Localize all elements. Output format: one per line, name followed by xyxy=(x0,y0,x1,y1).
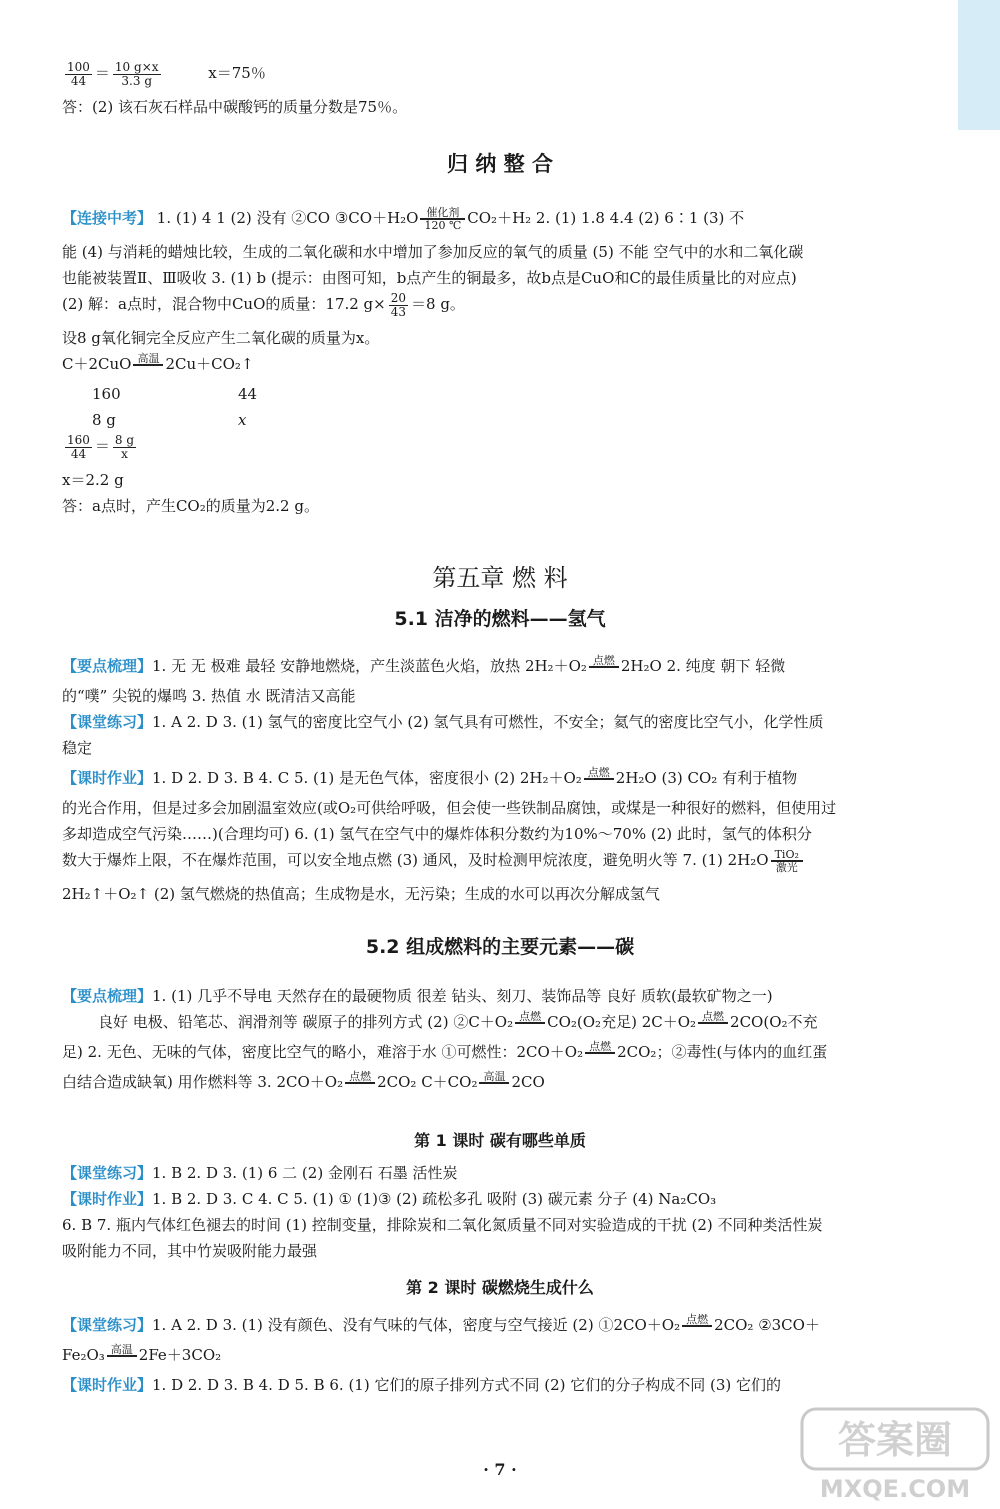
tag-label: 【课时作业】 xyxy=(62,1376,153,1394)
text-line: 【要点梳理】1. (1) 几乎不导电 天然存在的最硬物质 很差 钻头、刻刀、装饰品等 良好 质软(最软矿物之一) xyxy=(62,987,773,1005)
section-5-1-block xyxy=(62,653,962,907)
reaction-condition: 催化剂 120 ℃ xyxy=(420,207,465,231)
text-line: 【课堂练习】1. A 2. D 3. (1) 氢气的密度比空气小 (2) 氢气具有可燃性，不安全；氦气的密度比空气小，化学性质 xyxy=(62,713,824,731)
text-line: 也能被装置Ⅱ、Ⅲ吸收 3. (1) b (提示：由图可知，b点产生的铜最多，故b点是CuO和C的最佳质量比的对应点) xyxy=(62,269,797,287)
reaction-condition: 点燃 xyxy=(515,1011,545,1035)
reaction-condition: 点燃 xyxy=(682,1314,712,1338)
text-line: 设8 g氧化铜完全反应产生二氧化碳的质量为x。 xyxy=(62,329,380,347)
ratio-line: $\frac{100}{44}$ ＝ $\frac{10 g\times x}{3.3 g}$ x＝75％ xyxy=(67,59,266,88)
text-line: 的“噗” 尖锐的爆鸣 3. 热值 水 既清洁又高能 xyxy=(62,687,356,705)
text-line: x＝2.2 g xyxy=(62,471,124,489)
reaction-condition: 点燃 xyxy=(584,767,614,791)
text-line: 多却造成空气污染……)(合理均可) 6. (1) 氢气在空气中的爆炸体积分数约为10%～70% (2) 此时，氢气的体积分 xyxy=(62,825,812,843)
mass-row: 8 g x xyxy=(92,411,247,429)
section-title-5-2: 5.2 组成燃料的主要元素——碳 xyxy=(365,936,635,958)
tag-label: 【连接中考】 xyxy=(62,209,153,227)
reaction-condition: 高温 xyxy=(479,1071,509,1095)
fraction: $\frac{8 g}{x}$ xyxy=(114,432,135,461)
lesson-2-block xyxy=(62,1312,962,1398)
text-line: 【要点梳理】1. 无 无 极难 最轻 安静地燃烧，产生淡蓝色火焰，放热 2H₂＋O₂ 点燃 2H₂O 2. 纯度 朝下 轻微 xyxy=(62,653,962,683)
fraction: $\frac{160}{44}$ xyxy=(67,432,90,461)
mass-row: 160 44 xyxy=(92,385,258,403)
reaction-condition: 点燃 xyxy=(585,1041,615,1065)
tag-label: 【课堂练习】 xyxy=(62,1316,153,1334)
answer-line: 答：(2) 该石灰石样品中碳酸钙的质量分数是75％。 xyxy=(62,98,408,116)
text-line: 【课堂练习】1. A 2. D 3. (1) 没有颜色、没有气味的气体，密度与空气接近 (2) ①2CO＋O₂ 点燃 2CO₂ ②3CO＋ xyxy=(62,1312,962,1342)
watermark-text: 答案圈 xyxy=(837,1418,953,1462)
text-line: (2) 解：a点时，混合物中CuO的质量：17.2 g× $\frac{20}{43}$ ＝8 g。 xyxy=(62,290,465,319)
chapter-title: 第五章 燃 料 xyxy=(432,564,568,592)
text-line: 【课时作业】1. D 2. D 3. B 4. C 5. (1) 是无色气体，密度很小 (2) 2H₂＋O₂ 点燃 2H₂O (3) CO₂ 有利于植物 xyxy=(62,765,962,795)
text-line: 的光合作用，但是过多会加剧温室效应(或O₂可供给呼吸，但会使一些铁制品腐蚀，或煤是一种很好的燃料，但使用过 xyxy=(62,799,837,817)
reaction-condition: TiO₂ 激光 xyxy=(771,849,803,873)
tag-label: 【要点梳理】 xyxy=(62,987,153,1005)
ratio-line: $\frac{160}{44}$ ＝ $\frac{8 g}{x}$ xyxy=(67,432,135,461)
lesson-title-1: 第 1 课时 碳有哪些单质 xyxy=(414,1131,586,1150)
tag-label: 【课堂练习】 xyxy=(62,1164,153,1182)
text-line: 足) 2. 无色、无味的气体，密度比空气的略小，难溶于水 ①可燃性：2CO＋O₂ 点燃 2CO₂；②毒性(与体内的血红蛋 xyxy=(62,1039,962,1069)
tag-label: 【课堂练习】 xyxy=(62,713,153,731)
watermark-logo xyxy=(800,1405,990,1505)
text-line: 【课堂练习】1. B 2. D 3. (1) 6 二 (2) 金刚石 石墨 活性炭 xyxy=(62,1164,458,1182)
text-line: 白结合造成缺氧) 用作燃料等 3. 2CO＋O₂ 点燃 2CO₂ C＋CO₂ 高温 2CO xyxy=(62,1069,962,1099)
fraction: $\frac{20}{43}$ xyxy=(390,290,407,319)
tag-label: 【课时作业】 xyxy=(62,769,153,787)
text-line: 6. B 7. 瓶内气体红色褪去的时间 (1) 控制变量，排除炭和二氧化氮质量不同对实验造成的干扰 (2) 不同种类活性炭 xyxy=(62,1216,823,1234)
tag-label: 【课时作业】 xyxy=(62,1190,153,1208)
text-line: 【课时作业】1. D 2. D 3. B 4. D 5. B 6. (1) 它们的原子排列方式不同 (2) 它们的分子构成不同 (3) 它们的 xyxy=(62,1376,782,1394)
equation-line: C＋2CuO 高温 2Cu＋CO₂↑ xyxy=(62,351,962,381)
reaction-condition: 点燃 xyxy=(698,1011,728,1035)
text-line: 【课时作业】1. B 2. D 3. C 4. C 5. (1) ① (1)③ (2) 疏松多孔 吸附 (3) 碳元素 分子 (4) Na₂CO₃ xyxy=(62,1190,717,1208)
section-title-5-1: 5.1 洁净的燃料——氢气 xyxy=(394,608,606,630)
text-line: 能 (4) 与消耗的蜡烛比较，生成的二氧化碳和水中增加了参加反应的氧气的质量 (5) 不能 空气中的水和二氧化碳 xyxy=(62,243,804,261)
result-text: x＝75％ xyxy=(208,64,266,82)
page-number: · 7 · xyxy=(483,1460,517,1479)
tag-label: 【要点梳理】 xyxy=(62,657,153,675)
text-line: 吸附能力不同，其中竹炭吸附能力最强 xyxy=(62,1242,318,1260)
reaction-condition: 点燃 xyxy=(345,1071,375,1095)
section-5-2-block xyxy=(62,983,962,1099)
lesson-1-block xyxy=(62,1160,962,1264)
top-calculation xyxy=(62,60,962,120)
side-color-bar xyxy=(958,0,1000,130)
section-heading-summary: 归 纳 整 合 xyxy=(447,152,553,176)
reaction-condition: 高温 xyxy=(133,353,163,377)
text-line: Fe₂O₃ 高温 2Fe＋3CO₂ xyxy=(62,1342,962,1372)
lesson-title-2: 第 2 课时 碳燃烧生成什么 xyxy=(406,1278,594,1297)
text-line: 良好 电极、铅笔芯、润滑剂等 碳原子的排列方式 (2) ②C＋O₂ 点燃 CO₂(O₂充足) 2C＋O₂ 点燃 2CO(O₂不充 xyxy=(62,1009,962,1039)
text-line: 稳定 xyxy=(62,739,93,757)
text-line: 数大于爆炸上限，不在爆炸范围，可以安全地点燃 (3) 通风，及时检测甲烷浓度，避免明火等 7. (1) 2H₂O TiO₂ 激光 xyxy=(62,847,962,881)
text-line: 2H₂↑＋O₂↑ (2) 氢气燃烧的热值高；生成物是水，无污染；生成的水可以再次分解成氢气 xyxy=(62,885,660,903)
text-line: 【连接中考】 1. (1) 4 1 (2) 没有 ②CO ③CO＋H₂O 催化剂 120 ℃ CO₂＋H₂ 2. (1) 1.8 4.4 (2) 6∶1 (3) 不 xyxy=(62,206,745,232)
reaction-condition: 点燃 xyxy=(589,655,619,679)
summary-block xyxy=(62,205,962,519)
answer-line: 答：a点时，产生CO₂的质量为2.2 g。 xyxy=(62,497,319,515)
fraction-rhs: $\frac{10 g\times x}{3.3 g}$ xyxy=(114,59,159,88)
watermark-url: MXQE.COM xyxy=(819,1475,971,1503)
reaction-condition: 高温 xyxy=(107,1344,137,1368)
fraction-lhs: $\frac{100}{44}$ xyxy=(67,59,90,88)
